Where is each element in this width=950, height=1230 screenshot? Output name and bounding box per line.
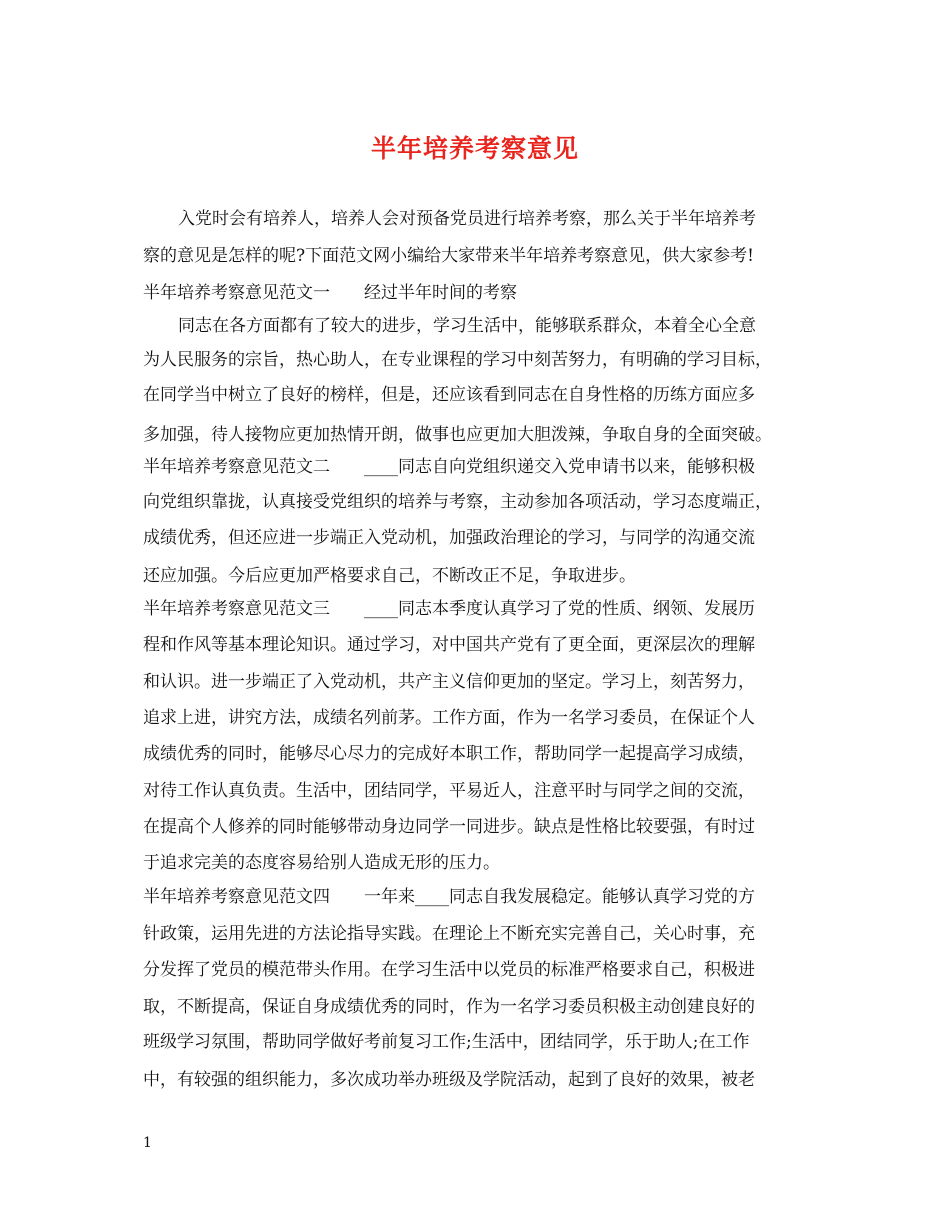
text-line: 多加强，待人接物应更加热情开朗，做事也应更加大胆泼辣，争取自身的全面突破。 <box>143 425 772 445</box>
text-line: 入党时会有培养人，培养人会对预备党员进行培养考察，那么关于半年培养考 <box>178 209 756 229</box>
text-line: 在提高个人修养的同时能够带动身边同学一同进步。缺点是性格比较要强，有时过 <box>143 817 755 837</box>
text-line: 还应加强。今后应更加严格要求自己，不断改正不足，争取进步。 <box>143 566 636 586</box>
text-line: 成绩优秀，但还应进一步端正入党动机，加强政治理论的学习，与同学的沟通交流 <box>143 528 755 548</box>
text-line: 向党组织靠拢，认真接受党组织的培养与考察，主动参加各项活动，学习态度端正， <box>143 492 772 512</box>
section-heading-line: 半年培养考察意见范文三 ____同志本季度认真学习了党的性质、纲领、发展历 <box>143 599 755 619</box>
section-heading-line: 半年培养考察意见范文四 一年来____同志自我发展稳定。能够认真学习党的方 <box>143 887 755 907</box>
text-line: 于追求完美的态度容易给别人造成无形的压力。 <box>143 853 500 873</box>
section-heading-line: 半年培养考察意见范文一 经过半年时间的考察 <box>143 283 517 303</box>
text-line: 察的意见是怎样的呢?下面范文网小编给大家带来半年培养考察意见，供大家参考! <box>143 246 754 266</box>
text-line: 中，有较强的组织能力，多次成功举办班级及学院活动，起到了良好的效果，被老 <box>143 1070 755 1090</box>
text-line: 追求上进，讲究方法，成绩名列前茅。工作方面，作为一名学习委员，在保证个人 <box>143 708 755 728</box>
text-line: 和认识。进一步端正了入党动机，共产主义信仰更加的坚定。学习上，刻苦努力， <box>143 672 755 692</box>
text-line: 成绩优秀的同时，能够尽心尽力的完成好本职工作，帮助同学一起提高学习成绩， <box>143 744 755 764</box>
text-line: 班级学习氛围，帮助同学做好考前复习工作;生活中，团结同学，乐于助人;在工作 <box>143 1032 750 1052</box>
text-line: 对待工作认真负责。生活中，团结同学，平易近人，注意平时与同学之间的交流， <box>143 781 755 801</box>
text-line: 针政策，运用先进的方法论指导实践。在理论上不断充实完善自己，关心时事，充 <box>143 924 755 944</box>
text-line: 同志在各方面都有了较大的进步，学习生活中，能够联系群众，本着全心全意 <box>178 316 756 336</box>
text-line: 为人民服务的宗旨，热心助人，在专业课程的学习中刻苦努力，有明确的学习目标， <box>143 350 772 370</box>
section-heading-line: 半年培养考察意见范文二 ____同志自向党组织递交入党申请书以来，能够积极 <box>143 457 755 477</box>
text-line: 取，不断提高，保证自身成绩优秀的同时，作为一名学习委员积极主动创建良好的 <box>143 997 755 1017</box>
document-title: 半年培养考察意见 <box>370 134 579 163</box>
text-line: 分发挥了党员的模范带头作用。在学习生活中以党员的标准严格要求自己，积极进 <box>143 960 755 980</box>
text-line: 程和作风等基本理论知识。通过学习，对中国共产党有了更全面，更深层次的理解 <box>143 635 755 655</box>
page-number: 1 <box>143 1135 152 1151</box>
text-line: 在同学当中树立了良好的榜样，但是，还应该看到同志在自身性格的历练方面应多 <box>143 385 755 405</box>
